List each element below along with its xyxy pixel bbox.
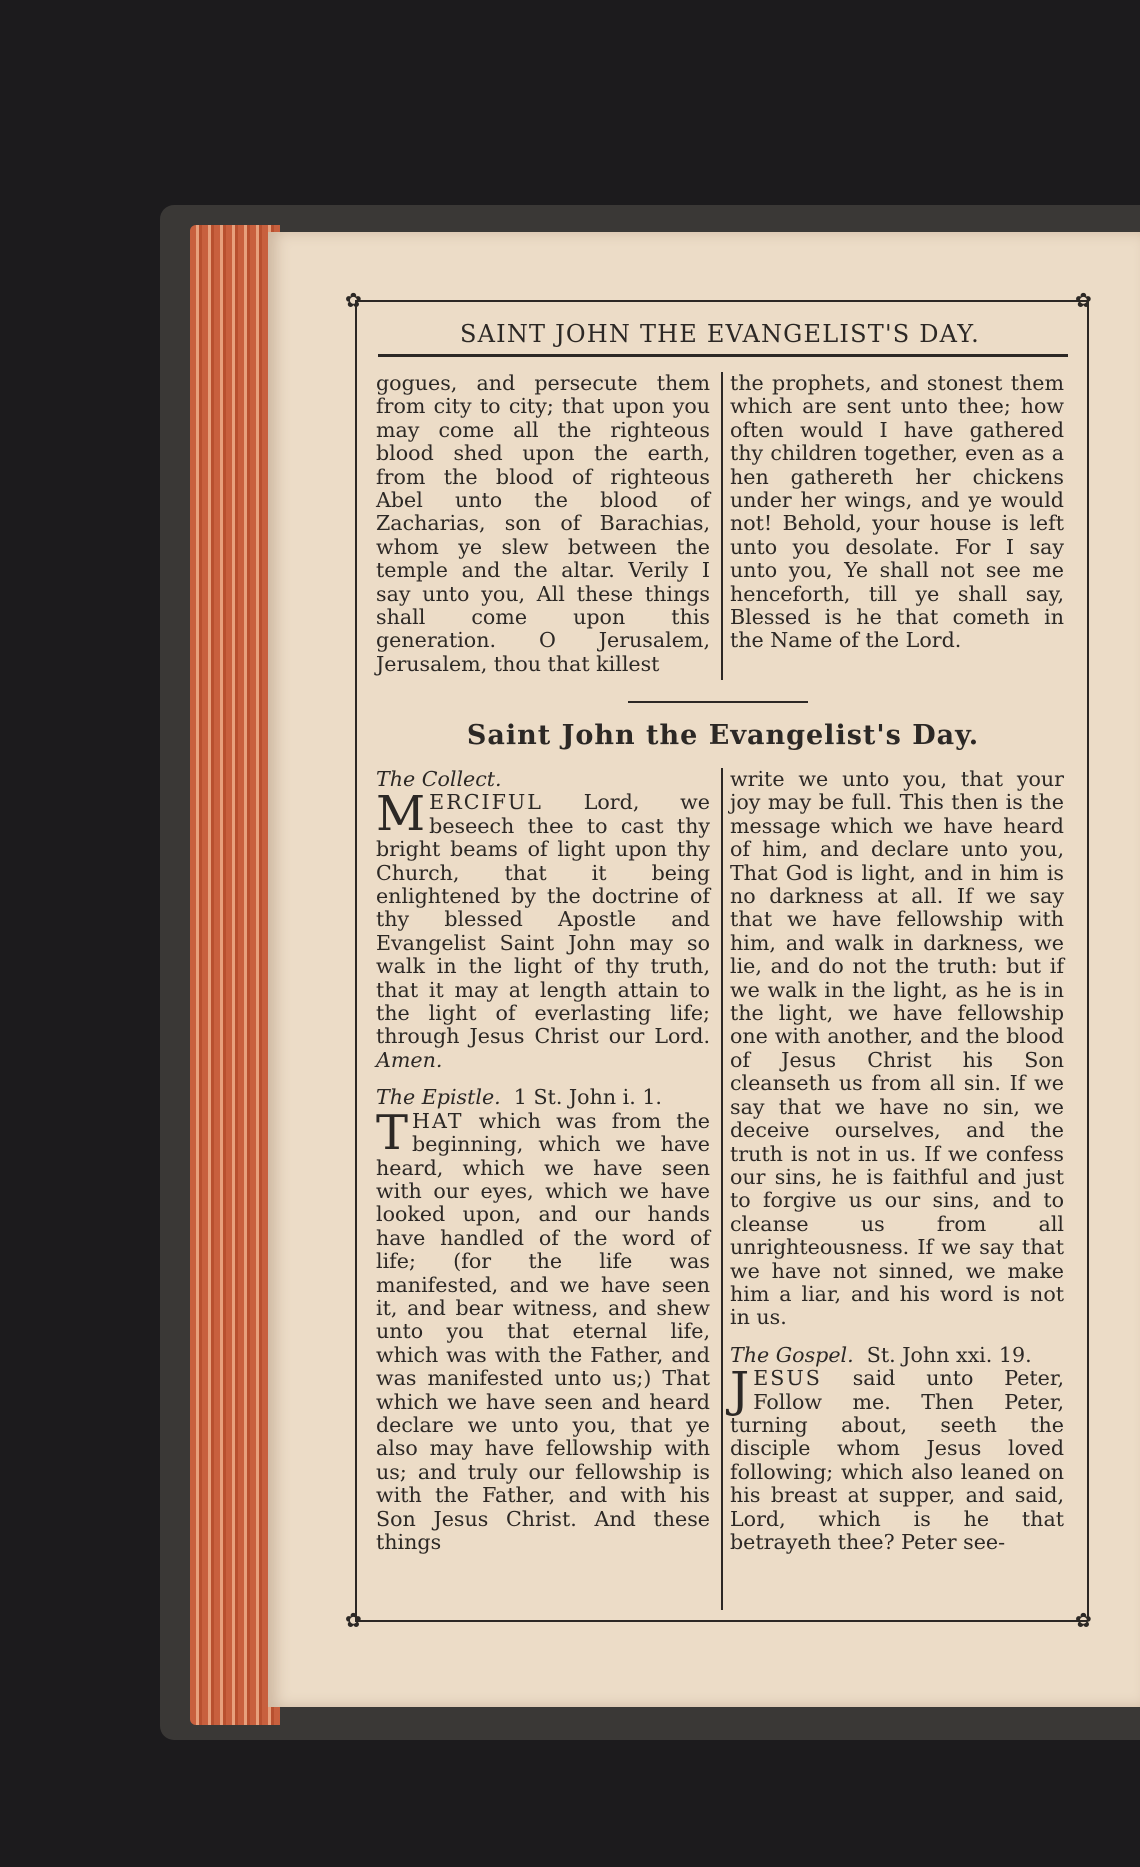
collect-text: Lord, we beseech thee to cast thy bright beams of light upon thy Church, that it being enlightened by the doctrine of thy blessed Apostle and Evangelist Saint John may so walk in the light of thy truth, that it may at length attain to the light of everlasting life; through Jesus Christ our Lord. (376, 790, 710, 1049)
first-word: HAT (412, 1108, 464, 1133)
amen: Amen. (376, 1047, 443, 1072)
epistle-continuation: write we unto you, that your joy may be full. This then is the message which we have heard of him, and declare unto you, That God is light, and in him is no darkness at all. If we say that we have fellowship with him, and walk in darkness, we lie, and do not the truth: but if we walk in the light, as he is in the light, we have fellowship one with another, and the blood of Jesus Christ his Son cleanseth us from all sin. If we say that we have no sin, we deceive ourselves, and the truth is not in us. If we confess our sins, he is faithful and just to forgive us our sins, and to cleanse us from all unrighteousness. If we say that we have not sinned, we make him a liar, and his word is not in us. (730, 767, 1064, 1330)
gospel-heading: The Gospel. (730, 1342, 854, 1367)
frame-bottom-rule (355, 1620, 1087, 1622)
frame-top-rule (355, 300, 1087, 302)
epistle-paragraph (376, 1104, 710, 1555)
section-rule (628, 701, 808, 703)
running-head: SAINT JOHN THE EVANGELIST'S DAY. (460, 320, 980, 348)
gospel-paragraph (730, 1362, 1064, 1554)
page-edges (190, 225, 280, 1725)
dropcap: J (730, 1362, 750, 1419)
collect-paragraph (376, 786, 710, 1072)
section-title: Saint John the Evangelist's Day. (466, 720, 980, 751)
header-rule (378, 354, 1068, 357)
dropcap: M (376, 786, 426, 843)
left-column (376, 768, 710, 1554)
gospel-reference: St. John xxi. 19. (866, 1342, 1032, 1367)
corner-ornament-icon: ✿ (345, 288, 362, 312)
epistle-heading-line (376, 1086, 710, 1109)
right-column (730, 768, 1064, 1554)
column-divider (721, 768, 723, 1610)
collect-heading: The Collect. (376, 767, 502, 791)
corner-ornament-icon: ✿ (345, 1608, 362, 1632)
first-word: ESUS (753, 1366, 822, 1391)
corner-ornament-icon: ✿ (1075, 1608, 1092, 1632)
corner-ornament-icon: ✿ (1075, 288, 1092, 312)
epistle-heading: The Epistle. (376, 1085, 501, 1110)
dropcap: T (376, 1104, 409, 1161)
top-left-column (376, 372, 710, 676)
paragraph: the prophets, and stonest them which are sent unto thee; how often would I have gathered thy children together, even as a hen gathereth her chickens under her wings, and ye would not! Behold, your house is left unto you desolate. For I say unto you, Ye shall not see me henceforth, till ye shall say, Blessed is he that cometh in the Name of the Lord. (730, 371, 1064, 653)
top-right-column (730, 372, 1064, 653)
gospel-heading-line (730, 1344, 1064, 1367)
epistle-text: which was from the beginning, which we have heard, which we have seen with our eyes, which we have looked upon, and our hands have handled of the word of life; (for the life was manifested, and we have seen it, and bear witness, and shew unto you that eternal life, which was with the Father, and was manifested unto us;) That which we have seen and heard declare we unto you, that ye also may have fellowship with us; and truly our fellowship is with the Father, and with his Son Jesus Christ. And these things (376, 1108, 710, 1554)
gospel-text: said unto Peter, Follow me. Then Peter, turning about, seeth the disciple whom Jesus loved following; which also leaned on his breast at supper, and said, Lord, which is he that betrayeth thee? Peter see- (730, 1366, 1064, 1554)
first-word: ERCIFUL (429, 790, 543, 815)
column-divider (721, 372, 723, 680)
paragraph: gogues, and persecute them from city to city; that upon you may come all the righteous blood shed upon the earth, from the blood of righteous Abel unto the blood of Zacharias, son of Barachias, whom ye slew between the temple and the altar. Verily I say unto you, All these things shall come upon this generation. O Jerusalem, Jerusalem, thou that killest (376, 371, 710, 676)
epistle-reference: 1 St. John i. 1. (513, 1085, 662, 1110)
